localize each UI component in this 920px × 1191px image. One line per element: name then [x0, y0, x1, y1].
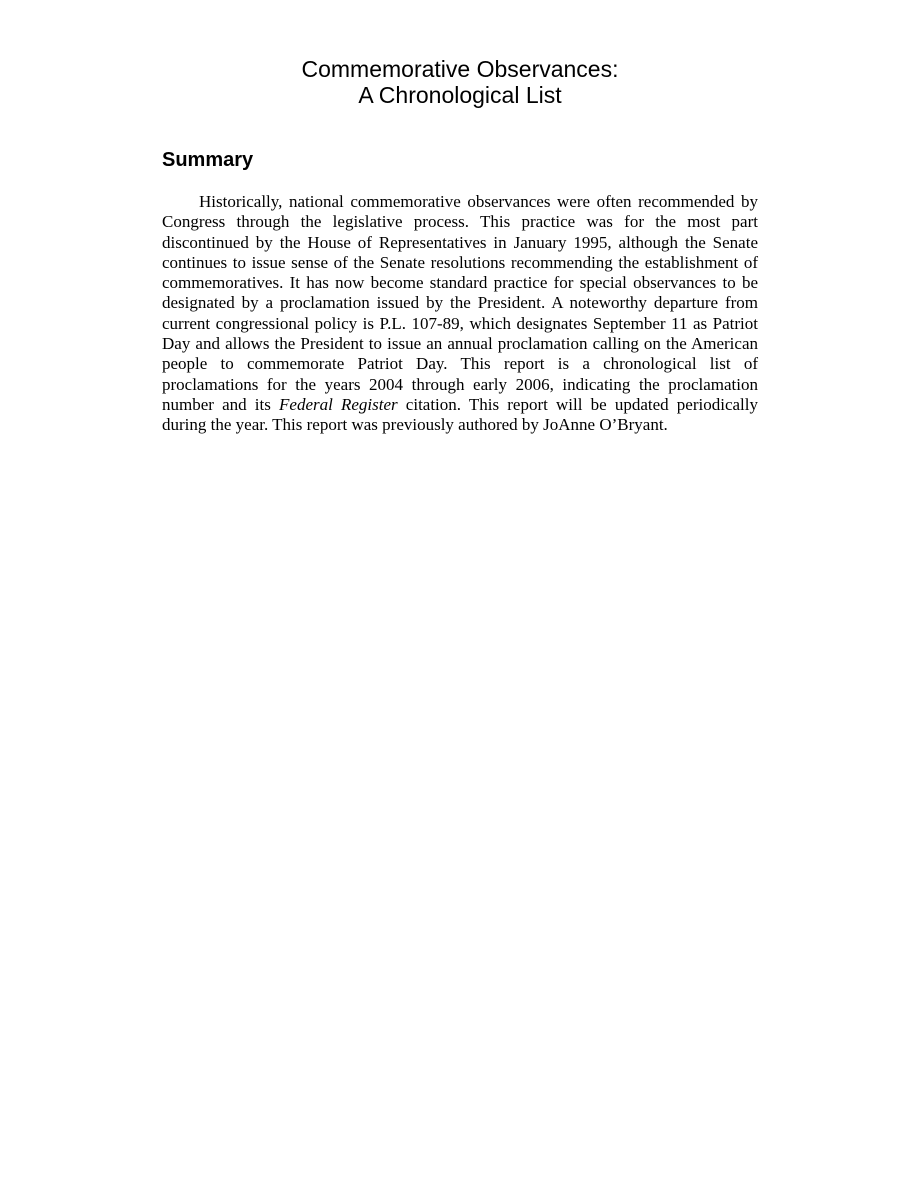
title-line-1: Commemorative Observances: — [301, 56, 619, 82]
title-line-2: A Chronological List — [358, 82, 562, 108]
summary-text-part-2: citation. This report will be updated periodically during the year. This report was previously authored by JoAnne O’Bryant. — [162, 394, 758, 435]
summary-text-part-1: Historically, national commemorative observances were often recommended by Congress through the legislative process. This practice was for the most part discontinued by the House of Representatives in January 1995, although the Senate continues to issue sense of the Senate resolutions recommending the establishment of commemoratives. It has now become standard practice for special observances to be designated by a proclamation issued by the President. A noteworthy departure from current congressional policy is P.L. 107-89, which designates September 11 as Patriot Day and allows the President to issue an annual proclamation calling on the American people to commemorate Patriot Day. This report is a chronological list of proclamations for the years 2004 through early 2006, indicating the proclamation number and its — [162, 192, 758, 414]
summary-paragraph — [162, 192, 758, 436]
summary-italic-term: Federal Register — [279, 394, 398, 414]
page-title — [162, 56, 758, 108]
summary-heading: Summary — [162, 149, 254, 171]
